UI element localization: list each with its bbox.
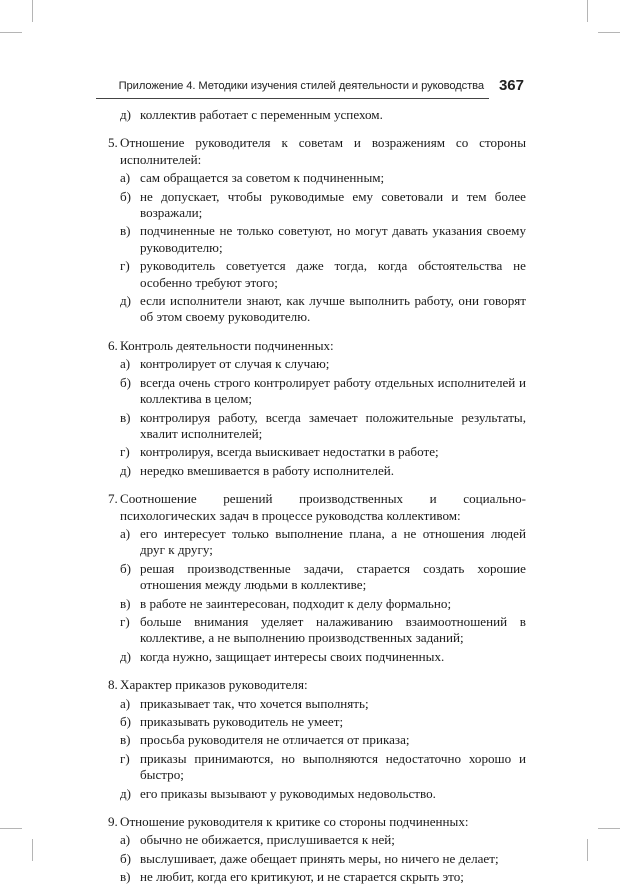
question-text: Соотношение решений производственных и социально-психологических задач в процессе руководства коллективом:	[120, 491, 526, 523]
continuation-option	[120, 107, 526, 123]
option-letter: в)	[120, 869, 131, 885]
option-text: всегда очень строго контролирует работу отдельных исполнителей и коллектива в целом;	[140, 374, 526, 407]
option-text: не допускает, чтобы руководимые ему советовали и тем более возражали;	[140, 188, 526, 221]
crop-mark-bottom-left	[0, 828, 22, 829]
question-item-7	[108, 491, 526, 665]
option-text: выслушивает, даже обещает принять меры, но ничего не делает;	[140, 850, 499, 866]
question-item-8	[108, 677, 526, 802]
option-text: приказы принимаются, но выполняются недостаточно хорошо и быстро;	[140, 750, 526, 783]
option-item	[120, 751, 526, 784]
header-rule	[96, 98, 489, 99]
option-text: просьба руководителя не отличается от приказа;	[140, 732, 410, 748]
question-number: 8.	[108, 677, 118, 693]
crop-mark-bottom-right	[598, 828, 620, 829]
option-letter: в)	[120, 409, 131, 425]
option-letter: в)	[120, 595, 131, 611]
option-letter: д)	[120, 785, 132, 801]
option-letter: г)	[120, 613, 130, 629]
header-title: Приложение 4. Методики изучения стилей деятельности и руководства	[118, 80, 484, 92]
crop-mark-bottom-right	[587, 839, 588, 861]
option-letter: д)	[120, 462, 132, 478]
option-letter: д)	[120, 293, 132, 309]
option-item	[120, 561, 526, 594]
question-number: 5.	[108, 135, 118, 151]
option-text: не любит, когда его критикуют, и не старается скрыть это;	[140, 869, 464, 885]
option-text: контролируя, всегда выискивает недостатки в работе;	[140, 444, 439, 460]
crop-mark-top-right	[587, 0, 588, 22]
option-item	[120, 410, 526, 443]
question-number: 7.	[108, 491, 118, 507]
option-letter: б)	[120, 714, 132, 729]
question-item-9	[108, 814, 526, 886]
option-item	[120, 223, 526, 256]
question-text: Отношение руководителя к критике со стороны подчиненных:	[120, 814, 469, 830]
option-letter: а)	[120, 832, 131, 848]
question-number: 6.	[108, 337, 118, 353]
option-item	[120, 170, 526, 186]
option-letter: д)	[120, 107, 132, 122]
option-item	[120, 714, 526, 730]
option-letter: в)	[120, 223, 131, 239]
option-item	[120, 463, 526, 479]
option-letter: г)	[120, 750, 130, 766]
option-item	[120, 293, 526, 326]
option-text: подчиненные не только советуют, но могут давать указания своему руководителю;	[140, 223, 526, 255]
option-text: приказывать руководитель не умеет;	[140, 714, 344, 729]
option-item	[120, 375, 526, 408]
option-letter: а)	[120, 170, 131, 186]
option-letter: а)	[120, 525, 131, 541]
option-item	[120, 851, 526, 867]
question-item-5	[108, 135, 526, 325]
option-item	[120, 869, 526, 885]
option-letter: б)	[120, 560, 132, 576]
option-letter: а)	[120, 356, 131, 372]
option-text: его интересует только выполнение плана, а не отношения людей друг к другу;	[140, 525, 526, 558]
option-item	[120, 526, 526, 559]
crop-mark-top-right	[598, 32, 620, 33]
question-number: 9.	[108, 814, 118, 830]
option-letter: г)	[120, 258, 130, 274]
option-item	[120, 356, 526, 372]
option-item	[120, 696, 526, 712]
crop-mark-top-left	[32, 0, 33, 22]
option-item	[120, 596, 526, 612]
option-letter: б)	[120, 374, 132, 390]
option-item	[120, 732, 526, 748]
option-text: коллектив работает с переменным успехом.	[140, 107, 383, 122]
crop-mark-top-left	[0, 32, 22, 33]
crop-mark-bottom-left	[32, 839, 33, 861]
question-item-6	[108, 338, 526, 479]
option-text: когда нужно, защищает интересы своих подчиненных.	[140, 648, 445, 664]
option-text: сам обращается за советом к подчиненным;	[140, 170, 385, 186]
option-letter: а)	[120, 695, 131, 711]
option-letter: д)	[120, 648, 132, 664]
page-body	[108, 107, 526, 886]
option-text: решая производственные задачи, старается создать хорошие отношения между людьми в коллективе;	[140, 560, 526, 593]
option-text: контролирует от случая к случаю;	[140, 356, 330, 372]
question-text: Отношение руководителя к советам и возражениям со стороны исполнителей:	[120, 135, 526, 167]
option-text: контролируя работу, всегда замечает положительные результаты, хвалит исполнителей;	[140, 409, 526, 441]
option-text: руководитель советуется даже тогда, когда обстоятельства не особенно требуют этого;	[140, 258, 526, 290]
question-text: Контроль деятельности подчиненных:	[120, 337, 334, 353]
question-text: Характер приказов руководителя:	[120, 677, 308, 693]
option-item	[120, 649, 526, 665]
page-number: 367	[498, 77, 524, 94]
option-letter: в)	[120, 732, 131, 748]
option-letter: б)	[120, 188, 132, 204]
option-letter: г)	[120, 444, 130, 460]
option-text: приказывает так, что хочется выполнять;	[140, 695, 369, 711]
running-header	[96, 77, 524, 99]
option-text: больше внимания уделяет налаживанию взаимоотношений в коллективе, а не выполнению производственных заданий;	[140, 613, 526, 646]
option-item	[120, 786, 526, 802]
option-item	[120, 189, 526, 222]
option-text: в работе не заинтересован, подходит к делу формально;	[140, 595, 452, 611]
option-text: обычно не обижается, прислушивается к ней;	[140, 832, 395, 848]
option-item	[120, 444, 526, 460]
option-text: если исполнители знают, как лучше выполнить работу, они говорят об этом своему руководителю.	[140, 293, 526, 325]
option-letter: б)	[120, 850, 132, 866]
option-text: его приказы вызывают у руководимых недовольство.	[140, 785, 436, 801]
option-item	[120, 832, 526, 848]
option-item	[120, 258, 526, 291]
option-text: нередко вмешивается в работу исполнителей.	[140, 462, 395, 478]
option-item	[120, 614, 526, 647]
